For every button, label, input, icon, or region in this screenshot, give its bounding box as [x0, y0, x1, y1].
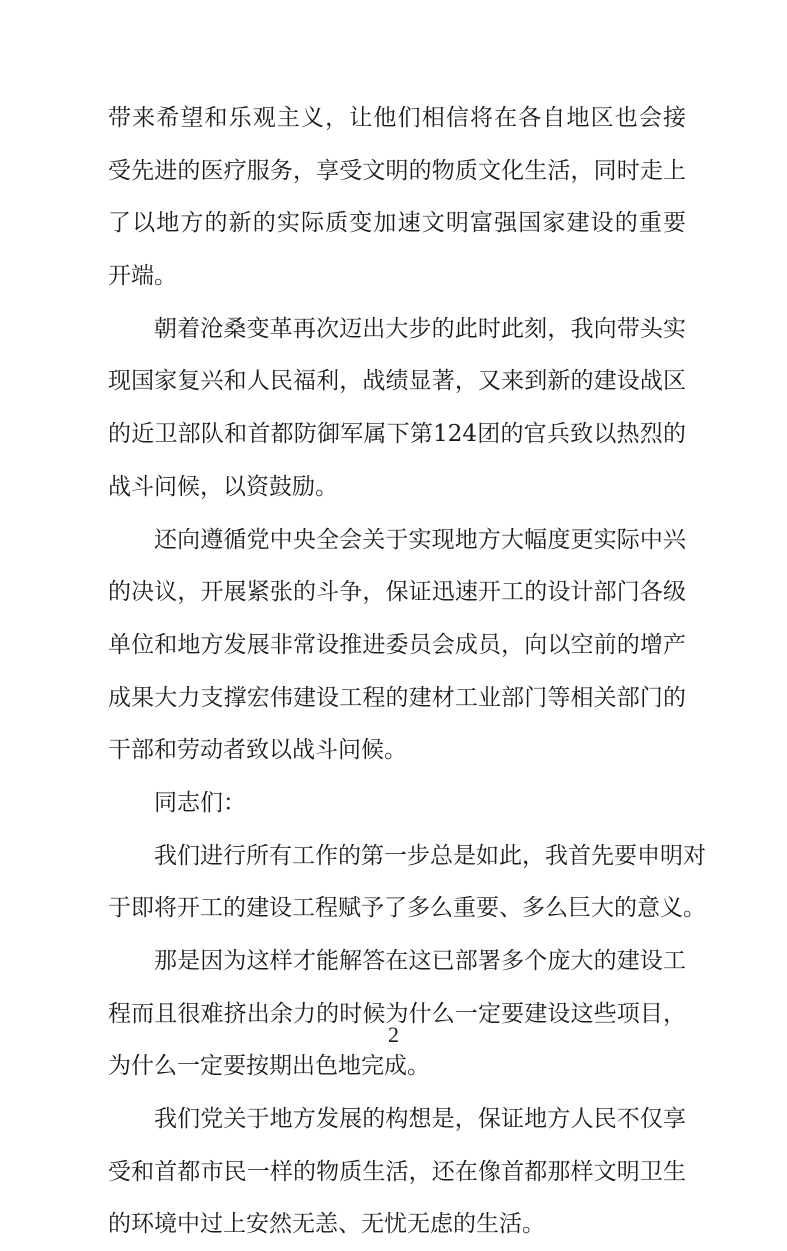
paragraph-first-line: 我们进行所有工作的第一步总是如此，我首先要申明对 — [154, 842, 706, 869]
page-number: 2 — [388, 1022, 399, 1047]
text-line: 战斗问候，以资鼓励。 — [108, 473, 338, 500]
paragraph-first-line: 那是因为这样才能解答在这已部署多个庞大的建设工 — [154, 948, 686, 974]
text-line: 了以地方的新的实际质变加速文明富强国家建设的重要 — [108, 210, 686, 237]
text-line: 现国家复兴和人民福利，战绩显著，又来到新的建设战区 — [108, 368, 686, 395]
text-line: 受和首都市民一样的物质生活，还在像首都那样文明卫生 — [108, 1158, 686, 1185]
text-line: 程而且很难挤出余力的时候为什么一定要建设这些项目， — [108, 1000, 686, 1027]
text-line: 单位和地方发展非常设推进委员会成员，向以空前的增产 — [108, 631, 686, 658]
text-line: 为什么一定要按期出色地完成。 — [108, 1053, 430, 1080]
text-line: 的环境中过上安然无恙、无忧无虑的生活。 — [108, 1211, 545, 1238]
text-line: 的近卫部队和首都防御军属下第124团的官兵致以热烈的 — [108, 421, 686, 448]
text-line: 成果大力支撑宏伟建设工程的建材工业部门等相关部门的 — [108, 684, 686, 711]
salutation: 同志们： — [154, 789, 246, 816]
text-line: 带来希望和乐观主义，让他们相信将在各自地区也会接 — [108, 105, 686, 131]
text-line: 受先进的医疗服务，享受文明的物质文化生活，同时走上 — [108, 157, 686, 184]
body-text — [108, 92, 706, 1251]
paragraph-first-line: 朝着沧桑变革再次迈出大步的此时此刻，我向带头实 — [154, 315, 686, 342]
text-line: 的决议，开展紧张的斗争，保证迅速开工的设计部门各级 — [108, 579, 686, 606]
text-line: 于即将开工的建设工程赋予了多么重要、多么巨大的意义。 — [108, 895, 706, 922]
text-line: 干部和劳动者致以战斗问候。 — [108, 737, 407, 764]
text-line: 开端。 — [108, 263, 177, 290]
paragraph-first-line: 还向遵循党中央全会关于实现地方大幅度更实际中兴 — [154, 526, 686, 553]
paragraph-first-line: 我们党关于地方发展的构想是，保证地方人民不仅享 — [154, 1106, 686, 1133]
